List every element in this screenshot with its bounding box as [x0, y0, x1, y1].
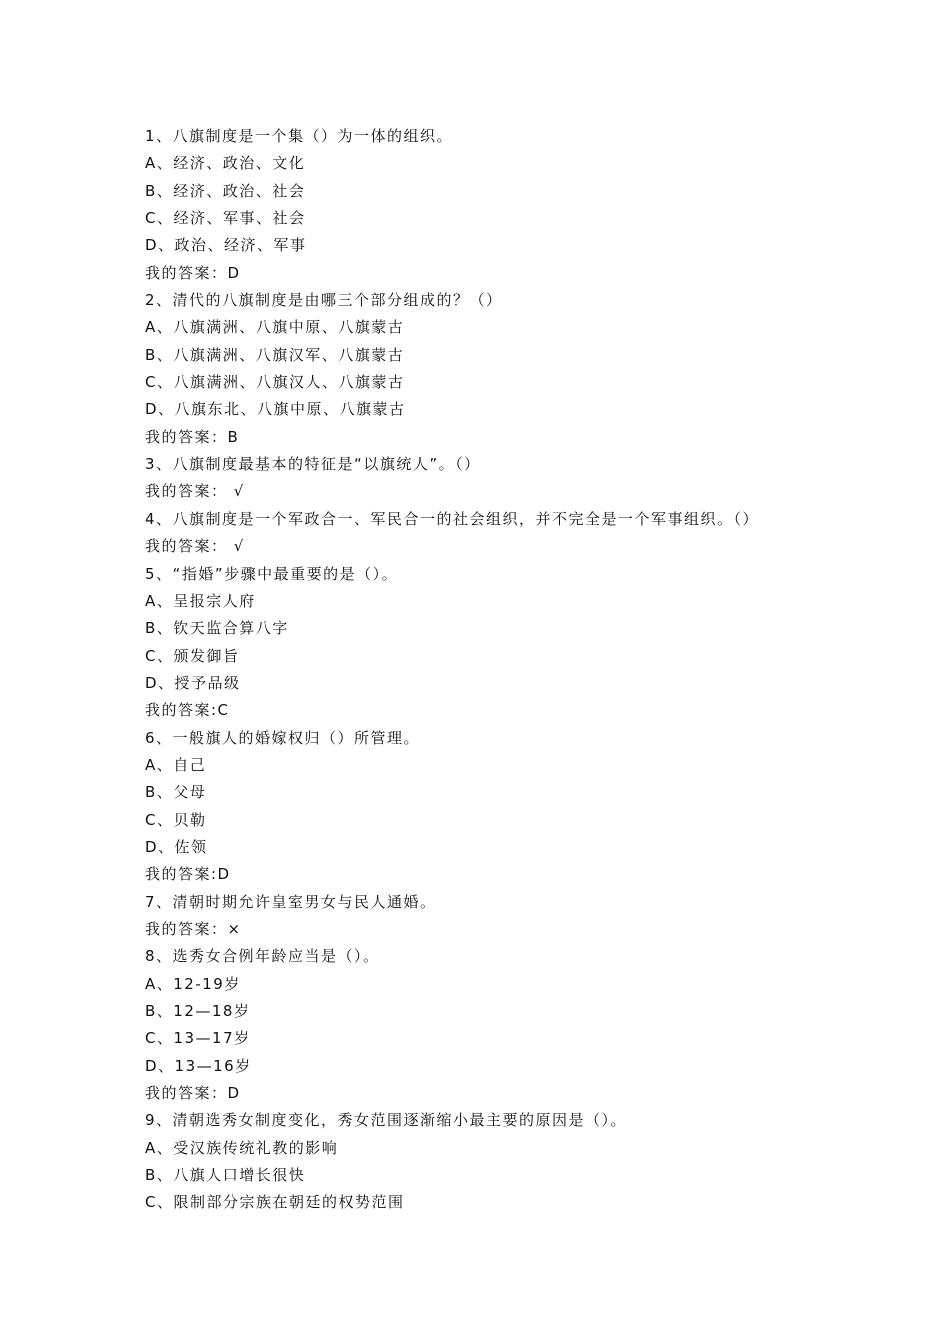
- answer-option: D、13—16岁: [145, 1056, 252, 1075]
- answer-option: C、颁发御旨: [145, 646, 240, 665]
- answer-option: C、经济、军事、社会: [145, 209, 306, 228]
- answer-option: C、八旗满洲、八旗汉人、八旗蒙古: [145, 373, 405, 392]
- question-text: 8、选秀女合例年龄应当是（）。: [145, 947, 380, 966]
- answer-option: A、受汉族传统礼教的影响: [145, 1138, 339, 1157]
- my-answer: 我的答案： √: [145, 482, 245, 501]
- my-answer: 我的答案：×: [145, 919, 242, 938]
- answer-option: B、八旗满洲、八旗汉军、八旗蒙古: [145, 345, 405, 364]
- answer-option: B、父母: [145, 783, 207, 802]
- answer-option: A、八旗满洲、八旗中原、八旗蒙古: [145, 318, 405, 337]
- answer-option: D、政治、经济、军事: [145, 236, 307, 255]
- question-text: 3、八旗制度最基本的特征是“以旗统人”。（）: [145, 455, 481, 474]
- answer-option: A、呈报宗人府: [145, 591, 256, 610]
- answer-option: D、授予品级: [145, 673, 241, 692]
- answer-option: C、13—17岁: [145, 1029, 251, 1048]
- my-answer: 我的答案：B: [145, 427, 240, 446]
- answer-option: B、八旗人口增长很快: [145, 1166, 306, 1185]
- question-text: 1、八旗制度是一个集（）为一体的组织。: [145, 127, 454, 145]
- my-answer: 我的答案:C: [145, 701, 230, 720]
- my-answer: 我的答案： √: [145, 537, 245, 556]
- question-text: 7、清朝时期允许皇室男女与民人通婚。: [145, 892, 437, 911]
- answer-option: D、八旗东北、八旗中原、八旗蒙古: [145, 400, 406, 419]
- my-answer: 我的答案：D: [145, 263, 241, 282]
- my-answer: 我的答案:D: [145, 865, 231, 884]
- question-text: 9、清朝选秀女制度变化，秀女范围逐渐缩小最主要的原因是（）。: [145, 1111, 628, 1130]
- answer-option: B、12—18岁: [145, 1002, 251, 1020]
- answer-option: A、12-19岁: [145, 974, 241, 993]
- question-text: 2、清代的八旗制度是由哪三个部分组成的？（）: [145, 291, 503, 310]
- answer-option: A、经济、政治、文化: [145, 154, 306, 173]
- answer-option: C、限制部分宗族在朝廷的权势范围: [145, 1193, 405, 1212]
- answer-option: A、自己: [145, 755, 207, 774]
- my-answer: 我的答案：D: [145, 1084, 241, 1103]
- question-text: 6、一般旗人的婚嫁权归（）所管理。: [145, 728, 421, 747]
- question-text: 4、八旗制度是一个军政合一、军民合一的社会组织，并不完全是一个军事组织。（）: [145, 509, 760, 528]
- answer-option: C、贝勒: [145, 810, 207, 829]
- quiz-content: [145, 123, 845, 1217]
- answer-option: B、经济、政治、社会: [145, 181, 306, 200]
- question-text: 5、“指婚”步骤中最重要的是（）。: [145, 564, 399, 583]
- answer-option: B、钦天监合算八字: [145, 619, 289, 638]
- answer-option: D、佐领: [145, 837, 208, 856]
